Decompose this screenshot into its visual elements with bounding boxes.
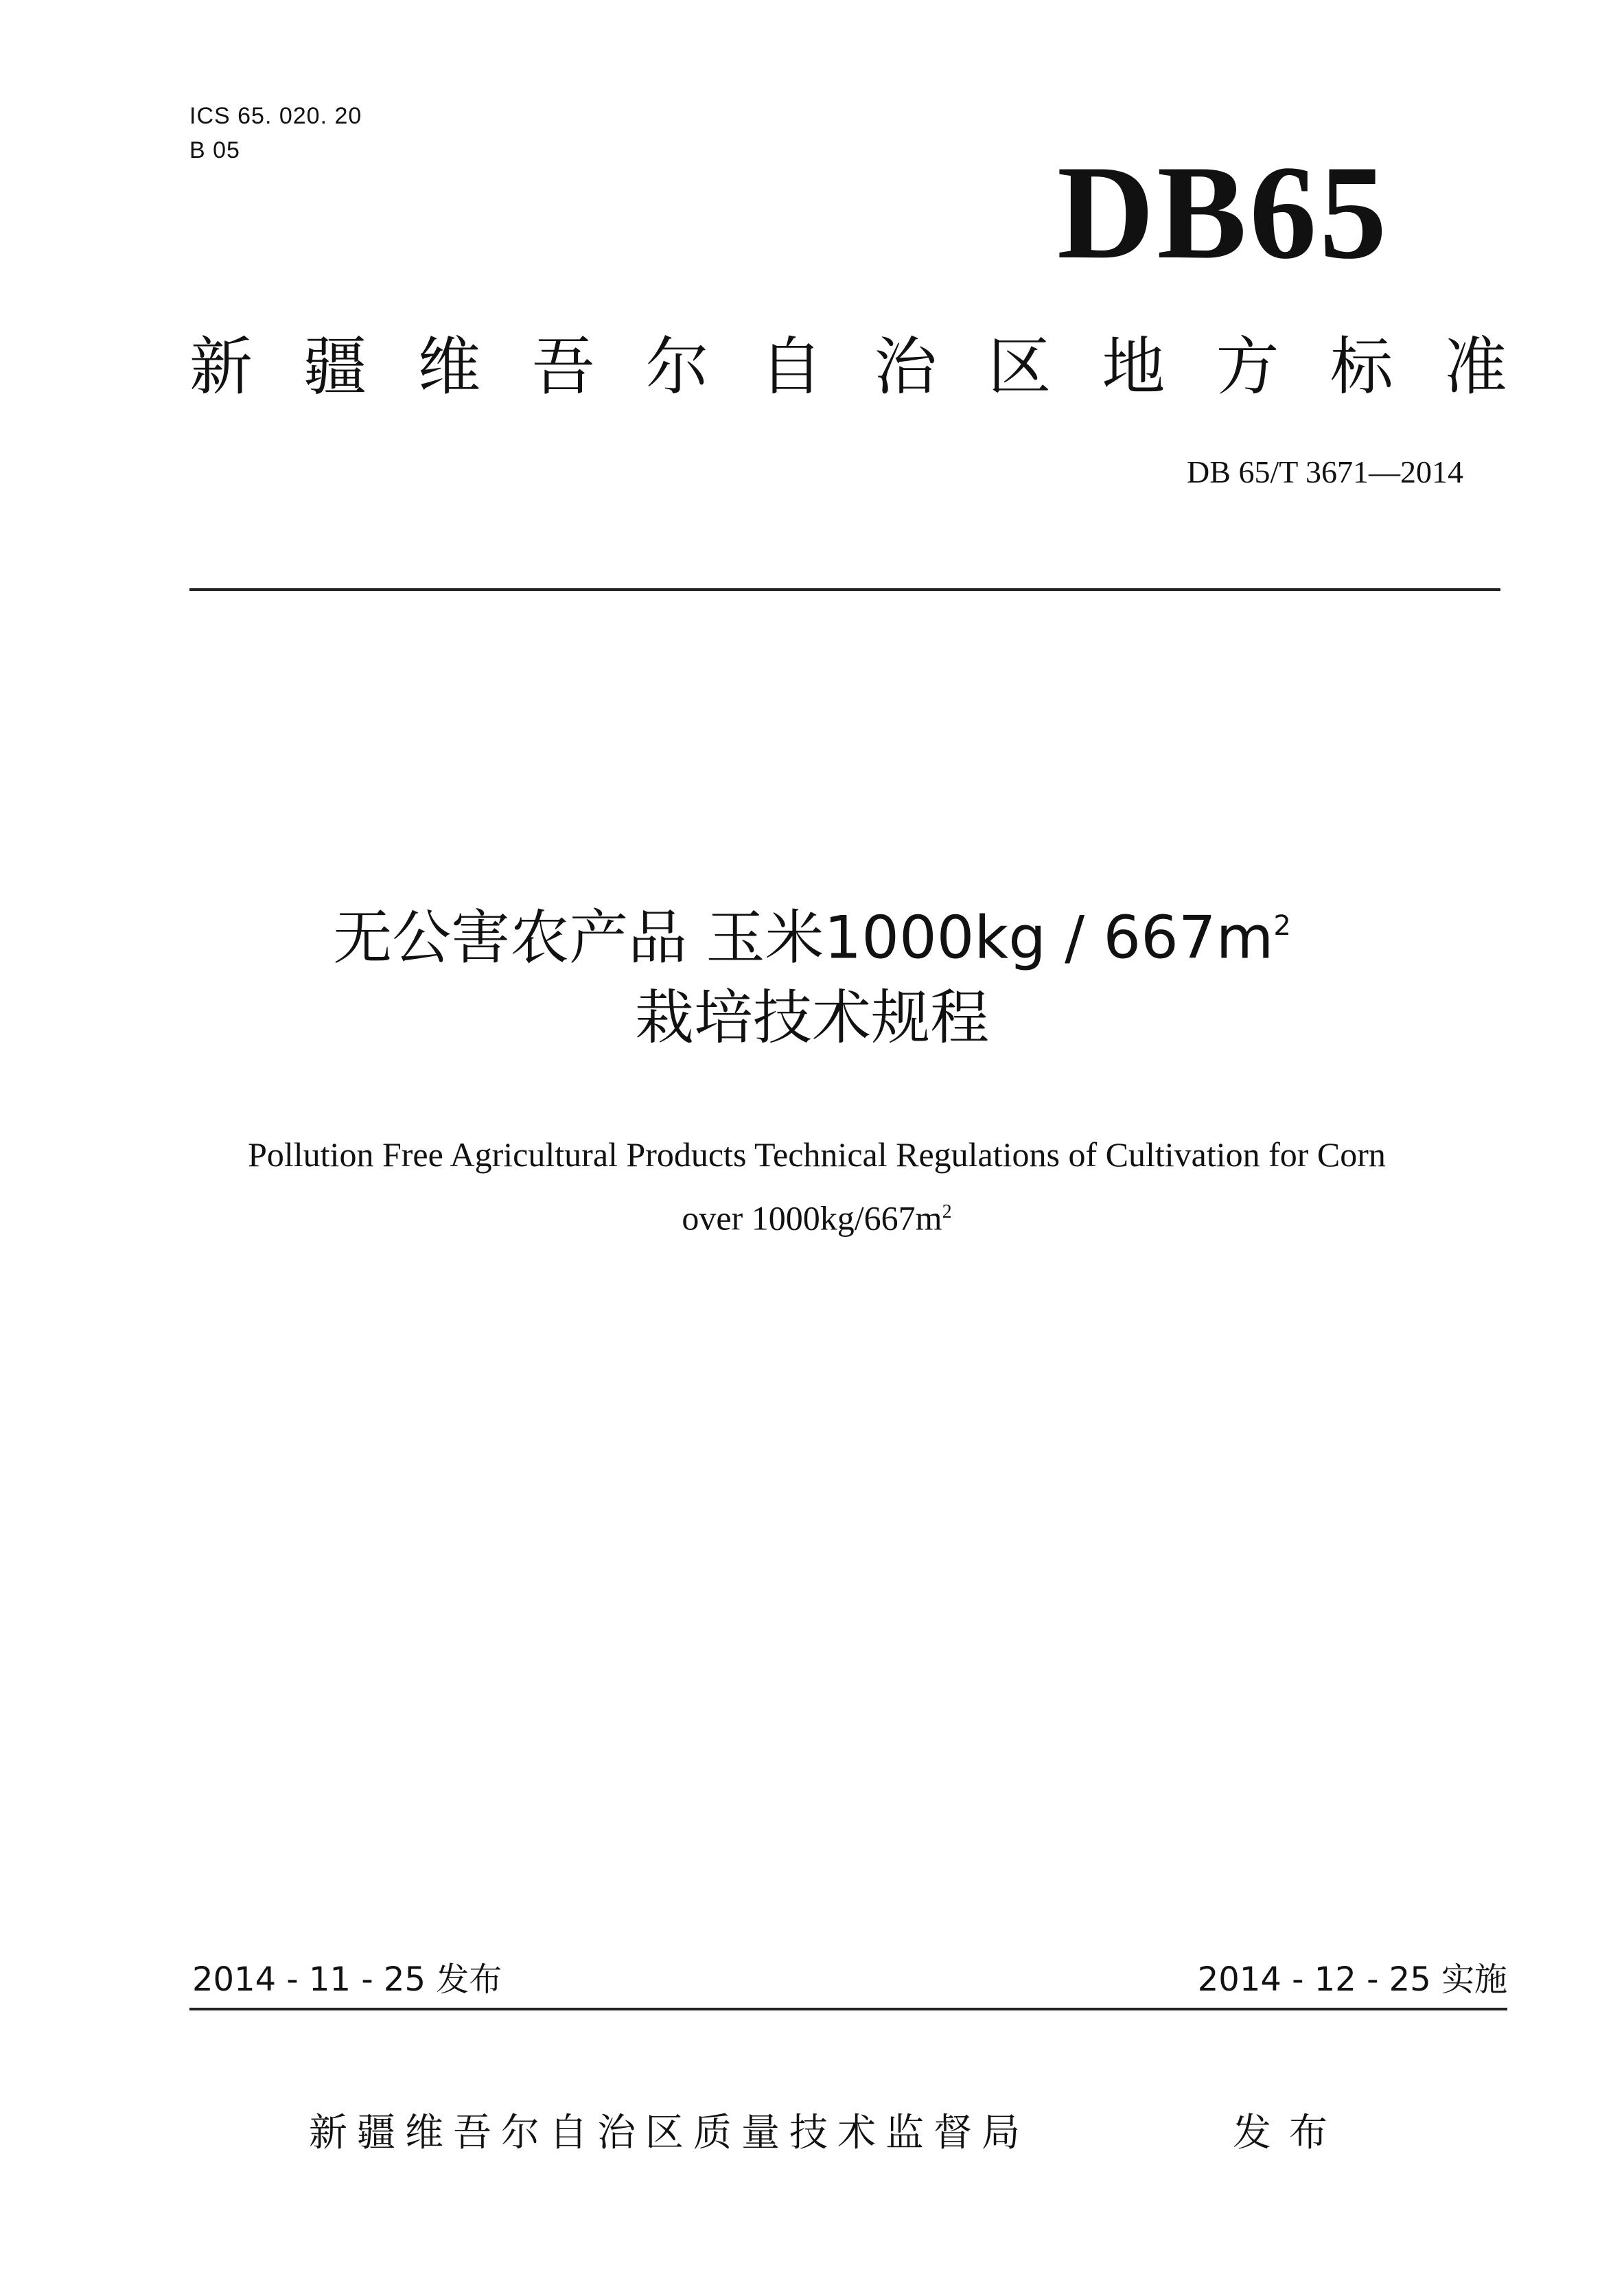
heading-char: 维 — [417, 330, 481, 404]
classification-codes — [189, 99, 362, 167]
heading-char: 治 — [874, 330, 938, 404]
title-english — [158, 1126, 1476, 1247]
title-english-line2 — [158, 1183, 1476, 1247]
heading-char: 方 — [1216, 330, 1279, 404]
heading-char: 尔 — [645, 330, 709, 404]
publisher-name: 新疆维吾尔自治区质量技术监督局 — [309, 2111, 1030, 2155]
issued-label: 发布 — [1233, 2111, 1345, 2155]
heading-char: 标 — [1330, 330, 1393, 404]
heading-char: 地 — [1102, 330, 1165, 404]
title-english-text: over 1000kg/667m — [682, 1198, 942, 1238]
heading-char: 疆 — [303, 330, 367, 404]
standard-mark: DB65 — [1057, 138, 1390, 287]
standard-type-heading — [189, 323, 1507, 412]
heading-char: 准 — [1443, 330, 1507, 404]
heading-char: 自 — [759, 330, 823, 404]
ccs-code: B 05 — [189, 137, 240, 163]
standard-number: DB 65/T 3671—2014 — [1187, 454, 1463, 489]
ics-code: ICS 65. 020. 20 — [189, 103, 362, 129]
title-english-line1: Pollution Free Agricultural Products Technical Regulations of Cultivation for Corn — [248, 1135, 1386, 1174]
superscript: 2 — [942, 1201, 952, 1222]
title-chinese-line1 — [0, 891, 1624, 976]
publish-date: 2014 - 11 - 25 发布 — [192, 1960, 502, 1999]
heading-char: 区 — [988, 330, 1052, 404]
header-divider — [189, 588, 1500, 591]
heading-char: 新 — [189, 330, 253, 404]
title-chinese-line2: 栽培技术规程 — [635, 984, 989, 1052]
implement-date: 2014 - 12 - 25 实施 — [1197, 1960, 1507, 1999]
title-chinese-text: 无公害农产品 玉米1000kg / 667m — [333, 903, 1274, 973]
footer-divider — [189, 2008, 1507, 2010]
heading-char: 吾 — [531, 330, 595, 404]
superscript: 2 — [1273, 910, 1291, 942]
